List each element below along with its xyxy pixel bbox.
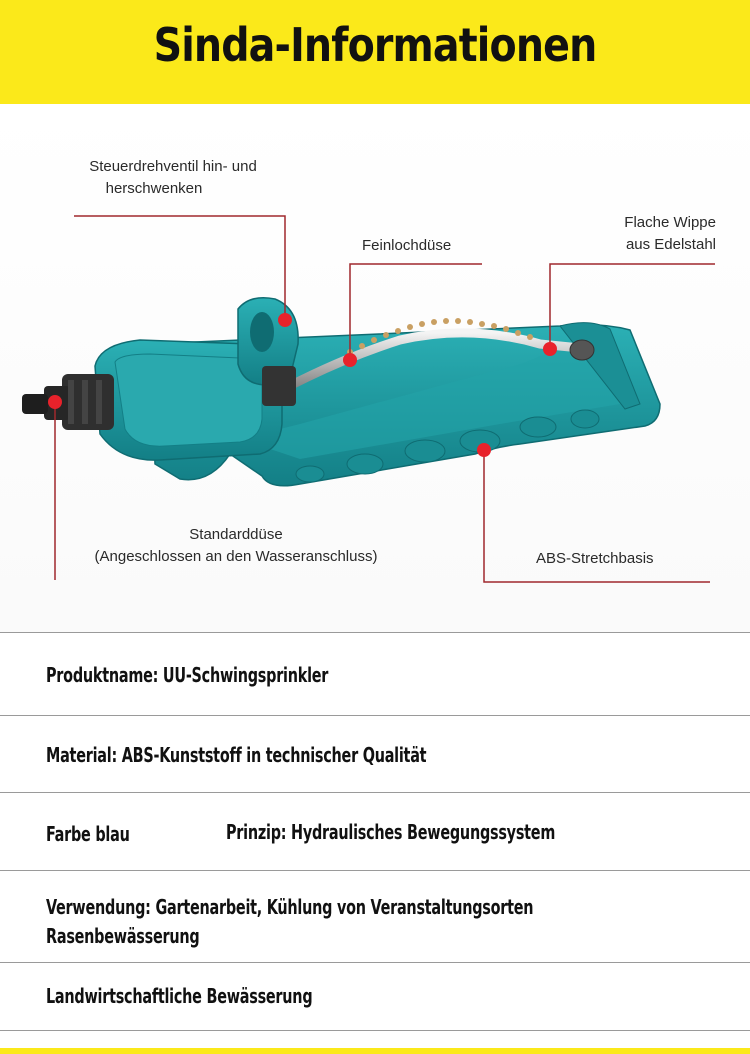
- base-hole: [571, 410, 599, 428]
- base-hole: [296, 466, 324, 482]
- divider: [0, 632, 750, 633]
- base-hole: [405, 440, 445, 462]
- spec-color: Farbe blau: [46, 822, 130, 846]
- callout-control-valve: [68, 156, 278, 200]
- spec-product-name: Produktname: UU-Schwingsprinkler: [46, 663, 329, 687]
- divider: [0, 715, 750, 716]
- divider: [0, 962, 750, 963]
- valve-collar: [262, 366, 296, 406]
- spec-material: Material: ABS-Kunststoff in technischer Qualität: [46, 743, 427, 767]
- product-figure: [0, 104, 750, 632]
- title-banner: [0, 0, 750, 104]
- base-hole: [347, 454, 383, 474]
- spec-principle: Prinzip: Hydraulisches Bewegungssystem: [226, 820, 556, 844]
- callout-valve-line2: herschwenken: [105, 180, 203, 197]
- divider: [0, 792, 750, 793]
- page-title: Sinda-Informationen: [153, 18, 597, 72]
- callout-abs-base: ABS-Stretchbasis: [536, 550, 654, 567]
- divider: [0, 870, 750, 871]
- bottom-strip: [0, 1048, 750, 1054]
- spec-usage-line1: Verwendung: Gartenarbeit, Kühlung von Veranstaltungsorten: [46, 895, 534, 919]
- callout-standard-line2: (Angeschlossen an den Wasseranschluss): [94, 548, 378, 565]
- callout-rocker-line1: Flache Wippe: [624, 214, 716, 231]
- base-hole: [520, 417, 556, 437]
- callout-rocker-line2: aus Edelstahl: [625, 236, 716, 253]
- spec-agriculture: Landwirtschaftliche Bewässerung: [46, 984, 313, 1008]
- callout-standard-nozzle: [62, 524, 410, 568]
- callout-steel-rocker: [598, 212, 716, 256]
- callout-valve-line1: Steuerdrehventil hin- und: [89, 158, 257, 175]
- divider: [0, 1030, 750, 1031]
- spec-usage-line2: Rasenbewässerung: [46, 924, 200, 948]
- callout-fine-nozzle: Feinlochdüse: [362, 237, 452, 254]
- callout-standard-line1: Standarddüse: [189, 526, 283, 543]
